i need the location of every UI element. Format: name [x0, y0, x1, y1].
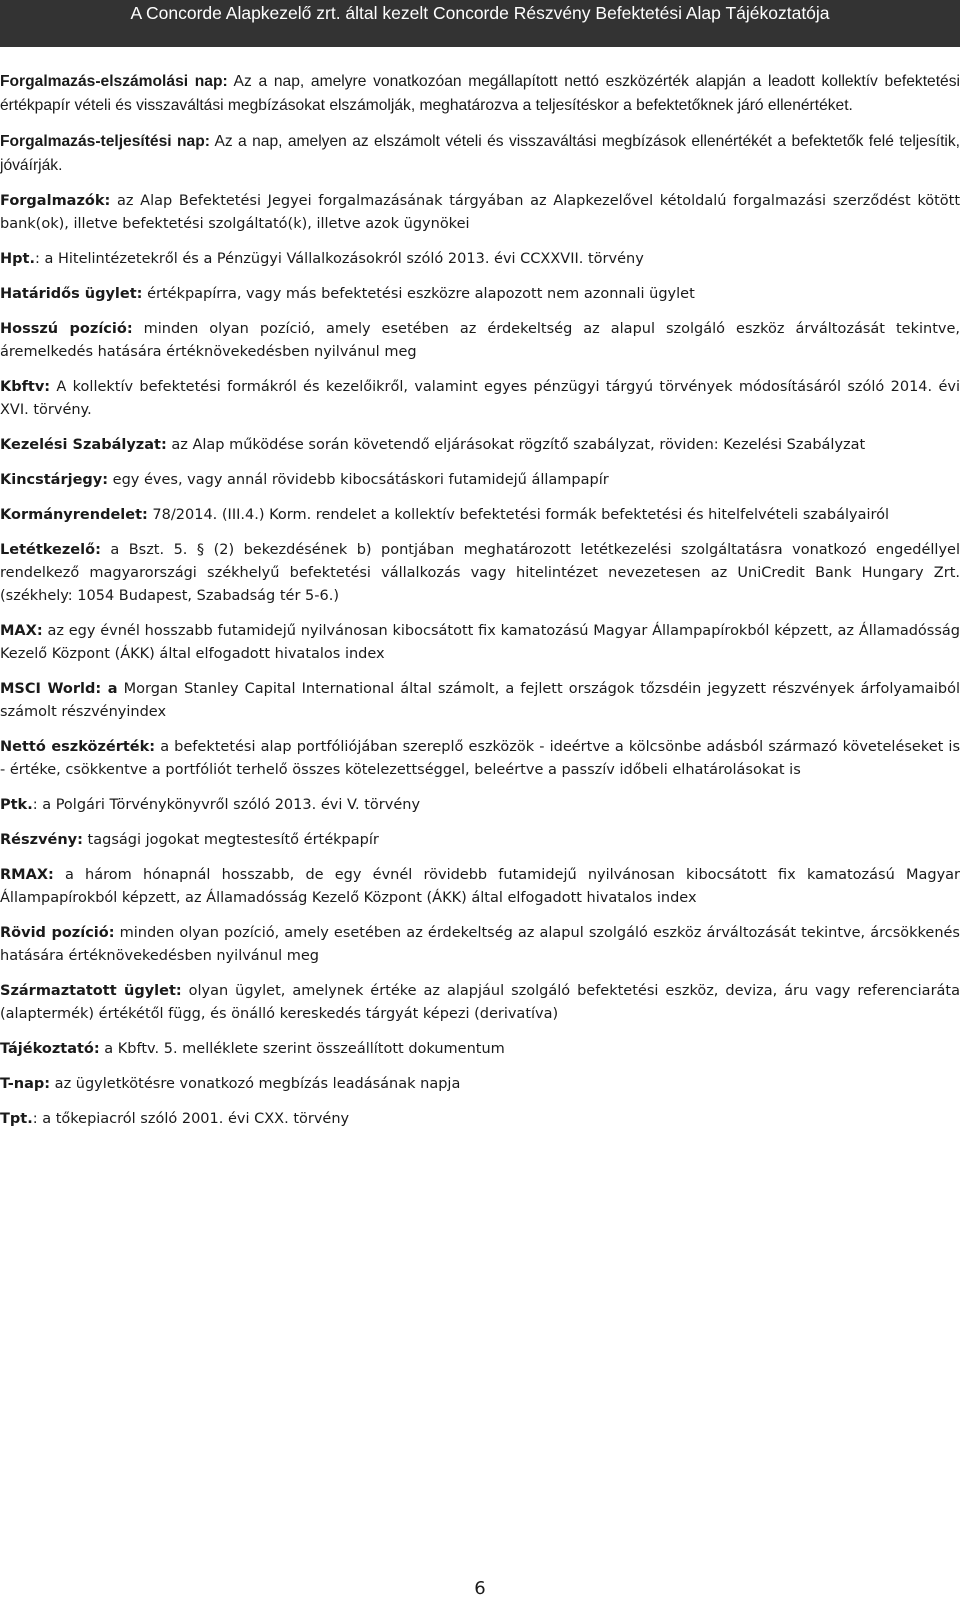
definition-entry	[0, 678, 960, 724]
definition-entry	[0, 1073, 960, 1096]
definition-term: MAX:	[0, 623, 43, 639]
definition-term: Forgalmazás-elszámolási nap:	[0, 73, 228, 90]
definition-text: Morgan Stanley Capital International által számolt, a fejlett országok tőzsdéin jegyzett részvények árfolyamaiból számolt részvényindex	[0, 681, 960, 720]
definition-term: Kincstárjegy:	[0, 472, 109, 488]
definition-text: minden olyan pozíció, amely esetében az érdekeltség az alapul szolgáló eszköz árváltozását tekintve, árcsökkenés hatására értéknövekedésben nyilvánul meg	[0, 925, 960, 964]
definition-text: : a tőkepiacról szóló 2001. évi CXX. törvény	[32, 1111, 350, 1127]
definition-term: Kezelési Szabályzat:	[0, 437, 167, 453]
document-title: A Concorde Alapkezelő zrt. által kezelt Concorde Részvény Befektetési Alap Tájékoztatója	[130, 3, 830, 23]
definitions-list	[0, 70, 960, 1143]
definition-term: RMAX:	[0, 867, 54, 883]
definition-entry	[0, 190, 960, 236]
definition-term: Nettó eszközérték:	[0, 739, 156, 755]
definition-term: Ptk.	[0, 797, 33, 813]
definition-text: egy éves, vagy annál rövidebb kibocsátáskori futamidejű állampapír	[108, 472, 609, 488]
definition-term: T-nap:	[0, 1076, 51, 1092]
definition-text: Az a nap, amelyen az elszámolt vételi és visszaváltási megbízások ellenértékét a befektetők felé teljesítik, jóváírják.	[0, 133, 960, 174]
definition-entry	[0, 864, 960, 910]
definition-entry	[0, 829, 960, 852]
definition-text: értékpapírra, vagy más befektetési eszközre alapozott nem azonnali ügylet	[142, 286, 695, 302]
definition-term: Kormányrendelet:	[0, 507, 148, 523]
definition-term: Tájékoztató:	[0, 1041, 100, 1057]
definition-entry	[0, 248, 960, 271]
definition-entry	[0, 539, 960, 608]
definition-text: Az a nap, amelyre vonatkozóan megállapított nettó eszközérték alapján a leadott kollektív befektetési értékpapír vételi és visszaváltási megbízásokat elszámolják, meghatározva a teljesítéskor a befektetőknek járó ellenértéket.	[0, 73, 960, 114]
definition-entry	[0, 922, 960, 968]
page-header	[0, 0, 960, 47]
definition-text: a három hónapnál hosszabb, de egy évnél rövidebb futamidejű nyilvánosan kibocsátott fix kamatozású Magyar Állampapírokból képzett, az Államadósság Kezelő Központ (ÁKK) által elfogadott hivatalos index	[0, 867, 960, 906]
definition-entry	[0, 70, 960, 118]
definition-term: Kbftv:	[0, 379, 51, 395]
definition-term: Részvény:	[0, 832, 83, 848]
definition-entry	[0, 318, 960, 364]
definition-entry	[0, 794, 960, 817]
definition-entry	[0, 736, 960, 782]
definition-term: Letétkezelő:	[0, 542, 101, 558]
definition-text: minden olyan pozíció, amely esetében az érdekeltség az alapul szolgáló eszköz árváltozását tekintve, áremelkedés hatására értéknövekedésben nyilvánul meg	[0, 321, 960, 360]
definition-text: 78/2014. (III.4.) Korm. rendelet a kollektív befektetési formák befektetési és hitelfelvételi szabályairól	[147, 507, 890, 523]
definition-entry	[0, 469, 960, 492]
definition-entry	[0, 376, 960, 422]
definition-entry	[0, 283, 960, 306]
definition-entry	[0, 980, 960, 1026]
definition-text: az Alap Befektetési Jegyei forgalmazásának tárgyában az Alapkezelővel kétoldalú forgalmazási szerződést kötött bank(ok), illetve befektetési szolgáltató(k), illetve azok ügynökei	[0, 193, 960, 232]
definition-text: az Alap működése során követendő eljárásokat rögzítő szabályzat, röviden: Kezelési Szabályzat	[166, 437, 866, 453]
definition-text: tagsági jogokat megtestesítő értékpapír	[82, 832, 379, 848]
definition-entry	[0, 504, 960, 527]
definition-text: az ügyletkötésre vonatkozó megbízás leadásának napja	[50, 1076, 461, 1092]
definition-text: olyan ügylet, amelynek értéke az alapjául szolgáló befektetési eszköz, deviza, áru vagy referenciaráta (alaptermék) értékétől függ, és önálló kereskedés tárgyát képezi (derivatíva)	[0, 983, 960, 1022]
definition-entry	[0, 434, 960, 457]
definition-text: : a Hitelintézetekről és a Pénzügyi Vállalkozásokról szóló 2013. évi CCXXVII. törvény	[34, 251, 644, 267]
definition-entry	[0, 620, 960, 666]
definition-term: Hosszú pozíció:	[0, 321, 133, 337]
definition-term: MSCI World: a	[0, 681, 118, 697]
definition-term: Tpt.	[0, 1111, 33, 1127]
definition-term: Származtatott ügylet:	[0, 983, 182, 999]
definition-text: a Bszt. 5. § (2) bekezdésének b) pontjában meghatározott letétkezelési szolgáltatásra vonatkozó engedéllyel rendelkező magyarországi székhelyű befektetési vállalkozás vagy hitelintézet nevezetesen az UniCredit Bank Hungary Zrt. (székhely: 1054 Budapest, Szabadság tér 5-6.)	[0, 542, 960, 604]
definition-text: A kollektív befektetési formákról és kezelőikről, valamint egyes pénzügyi tárgyú törvények módosításáról szóló 2014. évi XVI. törvény.	[0, 379, 960, 418]
definition-term: Forgalmazás-teljesítési nap:	[0, 133, 210, 150]
definition-entry	[0, 1038, 960, 1061]
definition-entry	[0, 1108, 960, 1131]
definition-text: a befektetési alap portfóliójában szereplő eszközök - ideértve a kölcsönbe adásból származó követeléseket is - értéke, csökkentve a portfóliót terhelő összes kötelezettséggel, beleértve a passzív időbeli elhatárolásokat is	[0, 739, 960, 778]
definition-term: Hpt.	[0, 251, 35, 267]
definition-term: Forgalmazók:	[0, 193, 111, 209]
definition-term: Rövid pozíció:	[0, 925, 115, 941]
definition-entry	[0, 130, 960, 178]
page-number: 6	[474, 1578, 486, 1599]
definition-text: az egy évnél hosszabb futamidejű nyilvánosan kibocsátott fix kamatozású Magyar Állampapírokból képzett, az Államadósság Kezelő Központ (ÁKK) által elfogadott hivatalos index	[0, 623, 960, 662]
definition-text: a Kbftv. 5. melléklete szerint összeállított dokumentum	[99, 1041, 505, 1057]
definition-term: Határidős ügylet:	[0, 286, 143, 302]
definition-text: : a Polgári Törvénykönyvről szóló 2013. évi V. törvény	[32, 797, 421, 813]
